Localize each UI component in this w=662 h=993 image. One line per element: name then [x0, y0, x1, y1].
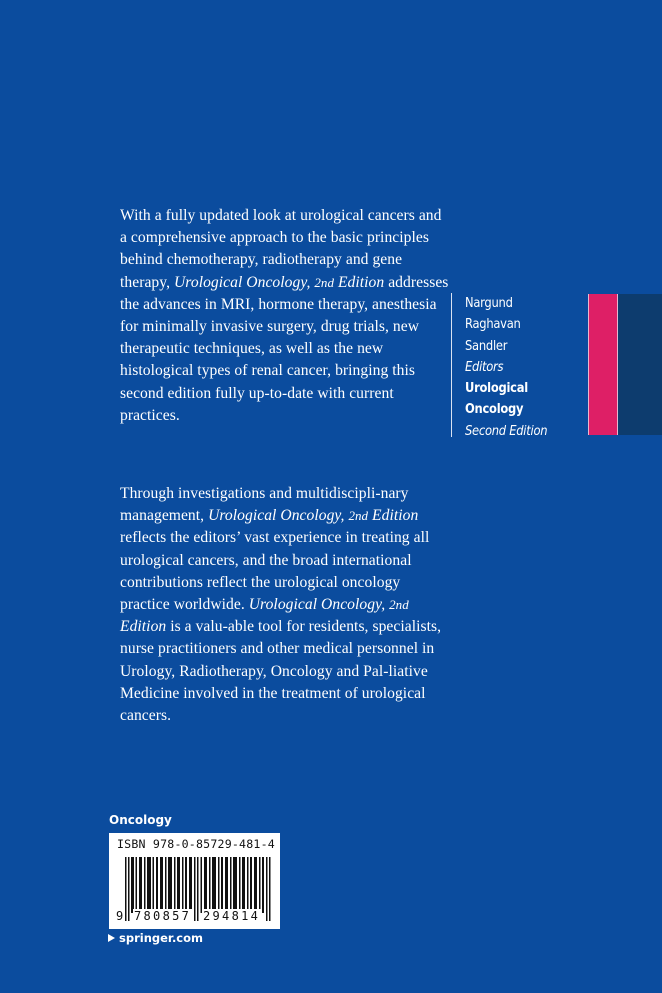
editor-name: Nargund: [465, 296, 513, 311]
cover-credits: [465, 293, 561, 442]
description-paragraph-2: [120, 483, 450, 727]
isbn-label: ISBN 978-0-85729-481-4: [117, 837, 275, 851]
description-paragraph-1: [120, 205, 450, 427]
text: is a valu-able tool for residents, specialists, nurse practitioners and other medical personnel in Urology, Radiotherapy, Oncology and Pal-liative Medicine involved in the treatment of urological cancers.: [120, 618, 442, 725]
editors-label: Editors: [465, 359, 504, 375]
text: reflects the editors’ vast experience in treating all urological cancers, and the broad international contributions reflect the urological oncology practice worldwide.: [120, 529, 430, 614]
book-title-line-1: Urological: [465, 381, 528, 397]
pink-color-stripe: [588, 294, 618, 435]
play-arrow-icon: [108, 934, 115, 942]
text: With a fully updated look at urological cancers and a comprehensive approach to the basic principles behind chemotherapy, radiotherapy and gene therapy,: [120, 207, 442, 291]
book-title-line-2: Oncology: [465, 402, 524, 418]
barcode-digit: 9: [116, 909, 124, 923]
text: addresses the advances in MRI, hormone therapy, anesthesia for minimally invasive surgery, drug trials, new therapeutic techniques, as well as the new histological types of renal cancer, bringing this second edition fully up-to-date with current practices.: [120, 273, 449, 424]
barcode-digits-left: 780857: [134, 909, 192, 923]
edition-label: Second Edition: [465, 423, 548, 439]
text: Through investigations and multidiscipli-nary management,: [120, 485, 409, 525]
title-italic: Urological Oncology, 2nd Edition: [208, 507, 419, 525]
title-italic: Urological Oncology, 2nd Edition: [174, 273, 385, 291]
editor-name: Sandler: [465, 338, 508, 354]
editor-name: Raghavan: [465, 317, 521, 333]
publisher-link[interactable]: [108, 931, 203, 945]
barcode-digits: [115, 909, 275, 925]
barcode-digits-right: 294814: [203, 909, 261, 923]
title-italic: Urological Oncology, 2nd Edition: [120, 596, 409, 636]
isbn-barcode: [109, 833, 280, 929]
vertical-divider: [451, 293, 452, 437]
navy-color-stripe: [618, 294, 662, 435]
subject-category: Oncology: [109, 813, 172, 827]
publisher-link-label: springer.com: [119, 931, 204, 945]
